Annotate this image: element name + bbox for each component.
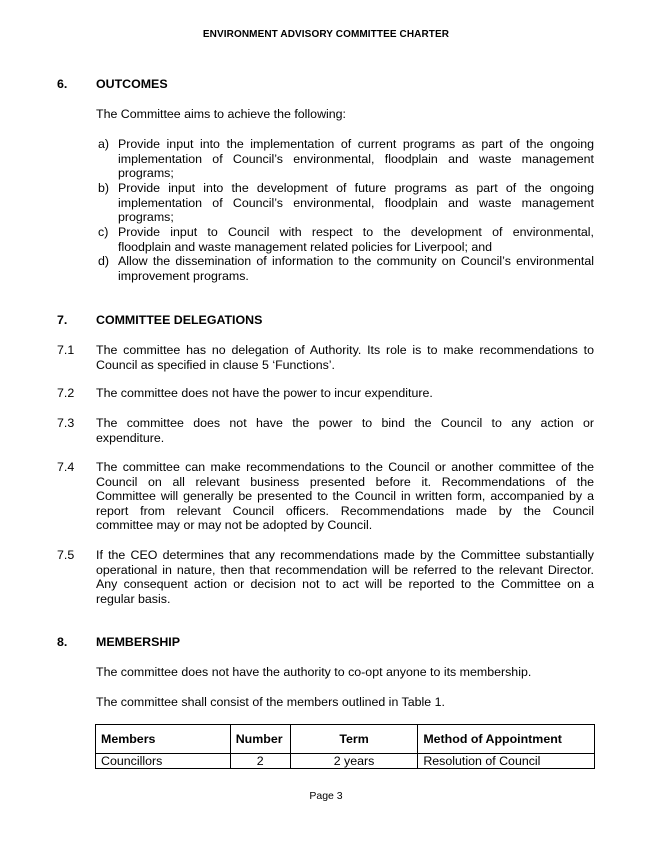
clause-text: [96, 343, 594, 372]
clause-text: [96, 386, 594, 401]
text-line: Council as specified in clause 5 ‘Functions’.: [96, 357, 335, 372]
text-line: committee may or may not be adopted by Council.: [96, 518, 373, 533]
text-line: If the CEO determines that any recommendations made by the Committee substantially: [96, 548, 594, 562]
clause-text: [96, 460, 594, 533]
text-line: Any consequent action or decision not to act will be reported to the Committee on a: [96, 577, 594, 592]
text-line: programs;: [118, 210, 174, 225]
text-line: Committee will generally be presented to the Council in written form, accompanied by a: [96, 489, 594, 504]
text-line: implementation of Council’s environmental, floodplain and waste management: [118, 151, 594, 166]
list-letter: b): [98, 181, 110, 195]
membership-paragraph-2: The committee shall consist of the members outlined in Table 1.: [96, 695, 445, 709]
clause-number: 7.3: [57, 416, 75, 430]
clause-text: [96, 548, 594, 606]
list-text: [118, 137, 594, 181]
text-line: operational in nature, then that recommendation will be referred to the relevant Director.: [96, 562, 594, 577]
clause-number: 7.4: [57, 460, 75, 474]
membership-paragraph-1: The committee does not have the authority to co-opt anyone to its membership.: [96, 665, 532, 679]
list-letter: d): [98, 254, 110, 268]
cell-method: Resolution of Council: [418, 754, 595, 769]
section-number: 7.: [57, 313, 68, 327]
text-line: Council on all relevant business presented before it. Recommendations of the: [96, 474, 594, 489]
clause-number: 7.5: [57, 548, 75, 562]
document-header: ENVIRONMENT ADVISORY COMMITTEE CHARTER: [202, 29, 450, 40]
list-text: [118, 181, 594, 225]
list-text: [118, 225, 594, 254]
text-line: Provide input to Council with respect to the development of environmental,: [118, 225, 594, 239]
table-row: [96, 754, 595, 769]
clause-number: 7.1: [57, 343, 75, 357]
text-line: Provide input into the development of future programs as part of the ongoing: [118, 181, 594, 195]
section-number: 6.: [57, 77, 68, 91]
text-line: regular basis.: [96, 591, 171, 606]
text-line: The committee has no delegation of Authority. Its role is to make recommendations to: [96, 343, 594, 357]
section-number: 8.: [57, 635, 68, 649]
list-letter: c): [98, 225, 109, 239]
column-header-members: Members: [96, 725, 231, 754]
text-line: expenditure.: [96, 430, 165, 445]
text-line: The committee does not have the power to incur expenditure.: [96, 386, 433, 400]
text-line: The committee does not have the power to bind the Council to any action or: [96, 416, 594, 430]
text-line: Provide input into the implementation of current programs as part of the ongoing: [118, 137, 594, 151]
section-title: MEMBERSHIP: [96, 635, 180, 649]
section-6-intro: The Committee aims to achieve the following:: [96, 107, 346, 121]
table-header-row: [96, 725, 595, 754]
column-header-term: Term: [290, 725, 418, 754]
clause-text: [96, 416, 594, 445]
cell-term: 2 years: [290, 754, 418, 769]
text-line: floodplain and waste management related policies for Liverpool; and: [118, 239, 493, 254]
text-line: The committee can make recommendations to the Council or another committee of the: [96, 460, 594, 474]
cell-number: 2: [230, 754, 290, 769]
column-header-number: Number: [230, 725, 290, 754]
text-line: Allow the dissemination of information to the community on Council’s environmental: [118, 254, 594, 268]
text-line: improvement programs.: [118, 268, 249, 283]
clause-number: 7.2: [57, 386, 75, 400]
membership-table: [95, 724, 595, 769]
column-header-method: Method of Appointment: [418, 725, 595, 754]
list-text: [118, 254, 594, 283]
text-line: report from relevant Council officers. Recommendations made by the Council: [96, 503, 594, 518]
page-number: Page 3: [309, 790, 343, 802]
text-line: implementation of Council’s environmental, floodplain and waste management: [118, 195, 594, 210]
section-title: COMMITTEE DELEGATIONS: [96, 313, 263, 327]
cell-members: Councillors: [96, 754, 231, 769]
text-line: programs;: [118, 166, 174, 181]
list-letter: a): [98, 137, 110, 151]
section-title: OUTCOMES: [96, 77, 168, 91]
